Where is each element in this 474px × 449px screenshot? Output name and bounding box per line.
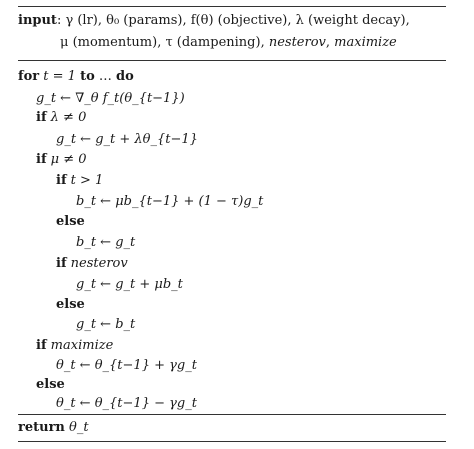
if-nesterov-line [56, 255, 128, 273]
input-keyword: input [18, 13, 57, 28]
loop-range: t = 1 [43, 69, 76, 84]
do-keyword: do [116, 69, 134, 84]
momentum-init-line: b_t ← g_t [76, 235, 136, 250]
bottom-rule [18, 441, 446, 442]
ascent-update-line: θ_t ← θ_{t−1} + γg_t [56, 358, 197, 373]
t-condition: t > 1 [70, 173, 104, 188]
else-keyword: else [56, 214, 85, 229]
if-lambda-line [36, 109, 86, 127]
if-keyword: if [56, 256, 67, 271]
input-separator: , [325, 35, 335, 50]
algorithm-box [18, 0, 446, 449]
input-line-1 [18, 12, 410, 30]
loop-ellipsis: … [98, 69, 112, 84]
nesterov-condition: nesterov [70, 256, 128, 271]
input-params-text: : γ (lr), θ₀ (params), f(θ) (objective), λ (weight decay), [56, 13, 410, 28]
descent-update-line: θ_t ← θ_{t−1} − γg_t [56, 396, 197, 411]
if-maximize-line [36, 337, 113, 355]
input-line-2 [60, 34, 397, 52]
else-keyword: else [36, 377, 65, 392]
if-keyword: if [36, 152, 47, 167]
top-rule [18, 6, 446, 7]
maximize-condition: maximize [50, 338, 114, 353]
nesterov-flag: nesterov [268, 35, 326, 50]
return-value: θ_t [69, 420, 89, 435]
momentum-update-line: b_t ← μb_{t−1} + (1 − τ)g_t [76, 194, 264, 209]
return-line [18, 419, 89, 437]
input-params-text-2: μ (momentum), τ (dampening), [60, 35, 269, 50]
mu-condition: μ ≠ 0 [50, 152, 87, 167]
if-keyword: if [56, 173, 67, 188]
gradient-line: g_t ← ∇_θ f_t(θ_{t−1}) [36, 91, 185, 106]
for-loop-line [18, 68, 134, 86]
if-mu-line [36, 151, 87, 169]
to-keyword: to [80, 69, 95, 84]
middle-rule-2 [18, 414, 446, 415]
lambda-condition: λ ≠ 0 [50, 110, 87, 125]
for-keyword: for [18, 69, 40, 84]
else-keyword: else [56, 297, 85, 312]
plain-momentum-line: g_t ← b_t [76, 317, 136, 332]
if-keyword: if [36, 110, 47, 125]
middle-rule-1 [18, 60, 446, 61]
if-t-line [56, 172, 103, 190]
return-keyword: return [18, 420, 65, 435]
weight-decay-line: g_t ← g_t + λθ_{t−1} [56, 132, 198, 147]
nesterov-update-line: g_t ← g_t + μb_t [76, 277, 183, 292]
maximize-flag: maximize [334, 35, 397, 50]
if-keyword: if [36, 338, 47, 353]
